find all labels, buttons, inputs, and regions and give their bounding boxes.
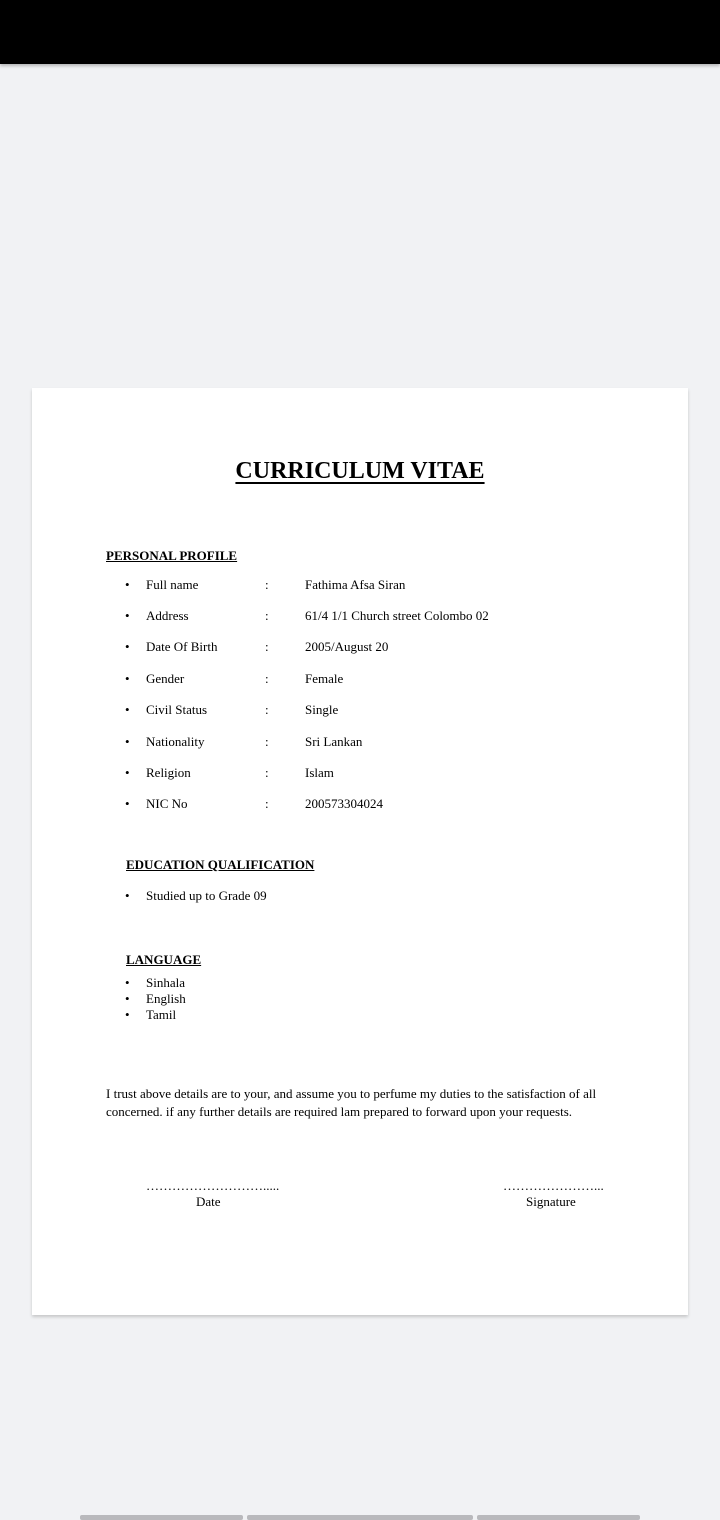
document-page bbox=[32, 388, 688, 1315]
profile-row-date-of-birth bbox=[32, 638, 688, 656]
field-value: Islam bbox=[305, 765, 334, 780]
document-title-text: CURRICULUM VITAE bbox=[235, 458, 485, 484]
language-item-text: Tamil bbox=[146, 1007, 177, 1022]
page-indicator-segment bbox=[247, 1515, 473, 1520]
bullet: • bbox=[125, 975, 130, 990]
language-item bbox=[32, 991, 688, 1007]
profile-row-nationality bbox=[32, 733, 688, 751]
bullet: • bbox=[125, 671, 130, 686]
field-value: 61/4 1/1 Church street Colombo 02 bbox=[305, 608, 489, 623]
language-item bbox=[32, 1007, 688, 1023]
language-heading: LANGUAGE bbox=[126, 952, 202, 967]
language-item-text: Sinhala bbox=[146, 975, 185, 990]
field-separator: : bbox=[265, 702, 269, 717]
page-indicator-segment bbox=[477, 1515, 640, 1520]
profile-row-religion bbox=[32, 764, 688, 782]
personal-profile-heading: PERSONAL PROFILE bbox=[106, 548, 238, 563]
field-separator: : bbox=[265, 639, 269, 654]
signature-line: …………………... bbox=[503, 1178, 604, 1193]
field-value: Single bbox=[305, 702, 339, 717]
field-label: Date Of Birth bbox=[146, 639, 218, 654]
field-separator: : bbox=[265, 671, 269, 686]
bullet: • bbox=[125, 734, 130, 749]
field-label: Religion bbox=[146, 765, 191, 780]
page-indicator-segment bbox=[80, 1515, 243, 1520]
education-item-text: Studied up to Grade 09 bbox=[146, 888, 267, 903]
profile-row-nic-no bbox=[32, 795, 688, 813]
field-separator: : bbox=[265, 577, 269, 592]
document-title bbox=[32, 456, 688, 486]
bullet: • bbox=[125, 888, 130, 903]
education-item bbox=[32, 887, 688, 905]
field-separator: : bbox=[265, 734, 269, 749]
date-line: ………………………..... bbox=[146, 1178, 280, 1193]
field-label: Full name bbox=[146, 577, 199, 592]
bullet: • bbox=[125, 796, 130, 811]
profile-row-full-name bbox=[32, 576, 688, 594]
field-label: NIC No bbox=[146, 796, 188, 811]
education-heading: EDUCATION QUALIFICATION bbox=[126, 857, 315, 872]
profile-row-address bbox=[32, 607, 688, 625]
field-separator: : bbox=[265, 796, 269, 811]
field-separator: : bbox=[265, 608, 269, 623]
bullet: • bbox=[125, 702, 130, 717]
bullet: • bbox=[125, 608, 130, 623]
bullet: • bbox=[125, 765, 130, 780]
field-label: Address bbox=[146, 608, 189, 623]
bullet: • bbox=[125, 991, 130, 1006]
top-app-bar bbox=[0, 0, 720, 64]
field-value: Female bbox=[305, 671, 344, 686]
bullet: • bbox=[125, 639, 130, 654]
bullet: • bbox=[125, 1007, 130, 1022]
field-label: Gender bbox=[146, 671, 185, 686]
field-value: Fathima Afsa Siran bbox=[305, 577, 406, 592]
bullet: • bbox=[125, 577, 130, 592]
profile-row-civil-status bbox=[32, 701, 688, 719]
field-separator: : bbox=[265, 765, 269, 780]
language-item-text: English bbox=[146, 991, 186, 1006]
language-item bbox=[32, 975, 688, 991]
field-value: Sri Lankan bbox=[305, 734, 363, 749]
field-label: Nationality bbox=[146, 734, 205, 749]
field-value: 2005/August 20 bbox=[305, 639, 389, 654]
date-label: Date bbox=[196, 1194, 221, 1209]
closing-statement: I trust above details are to your, and assume you to perfume my duties to the satisfaction of all concerned. if any further details are required lam prepared to forward upon your requests. bbox=[106, 1086, 597, 1119]
profile-row-gender bbox=[32, 670, 688, 688]
signature-label: Signature bbox=[526, 1194, 576, 1209]
field-value: 200573304024 bbox=[305, 796, 383, 811]
field-label: Civil Status bbox=[146, 702, 208, 717]
